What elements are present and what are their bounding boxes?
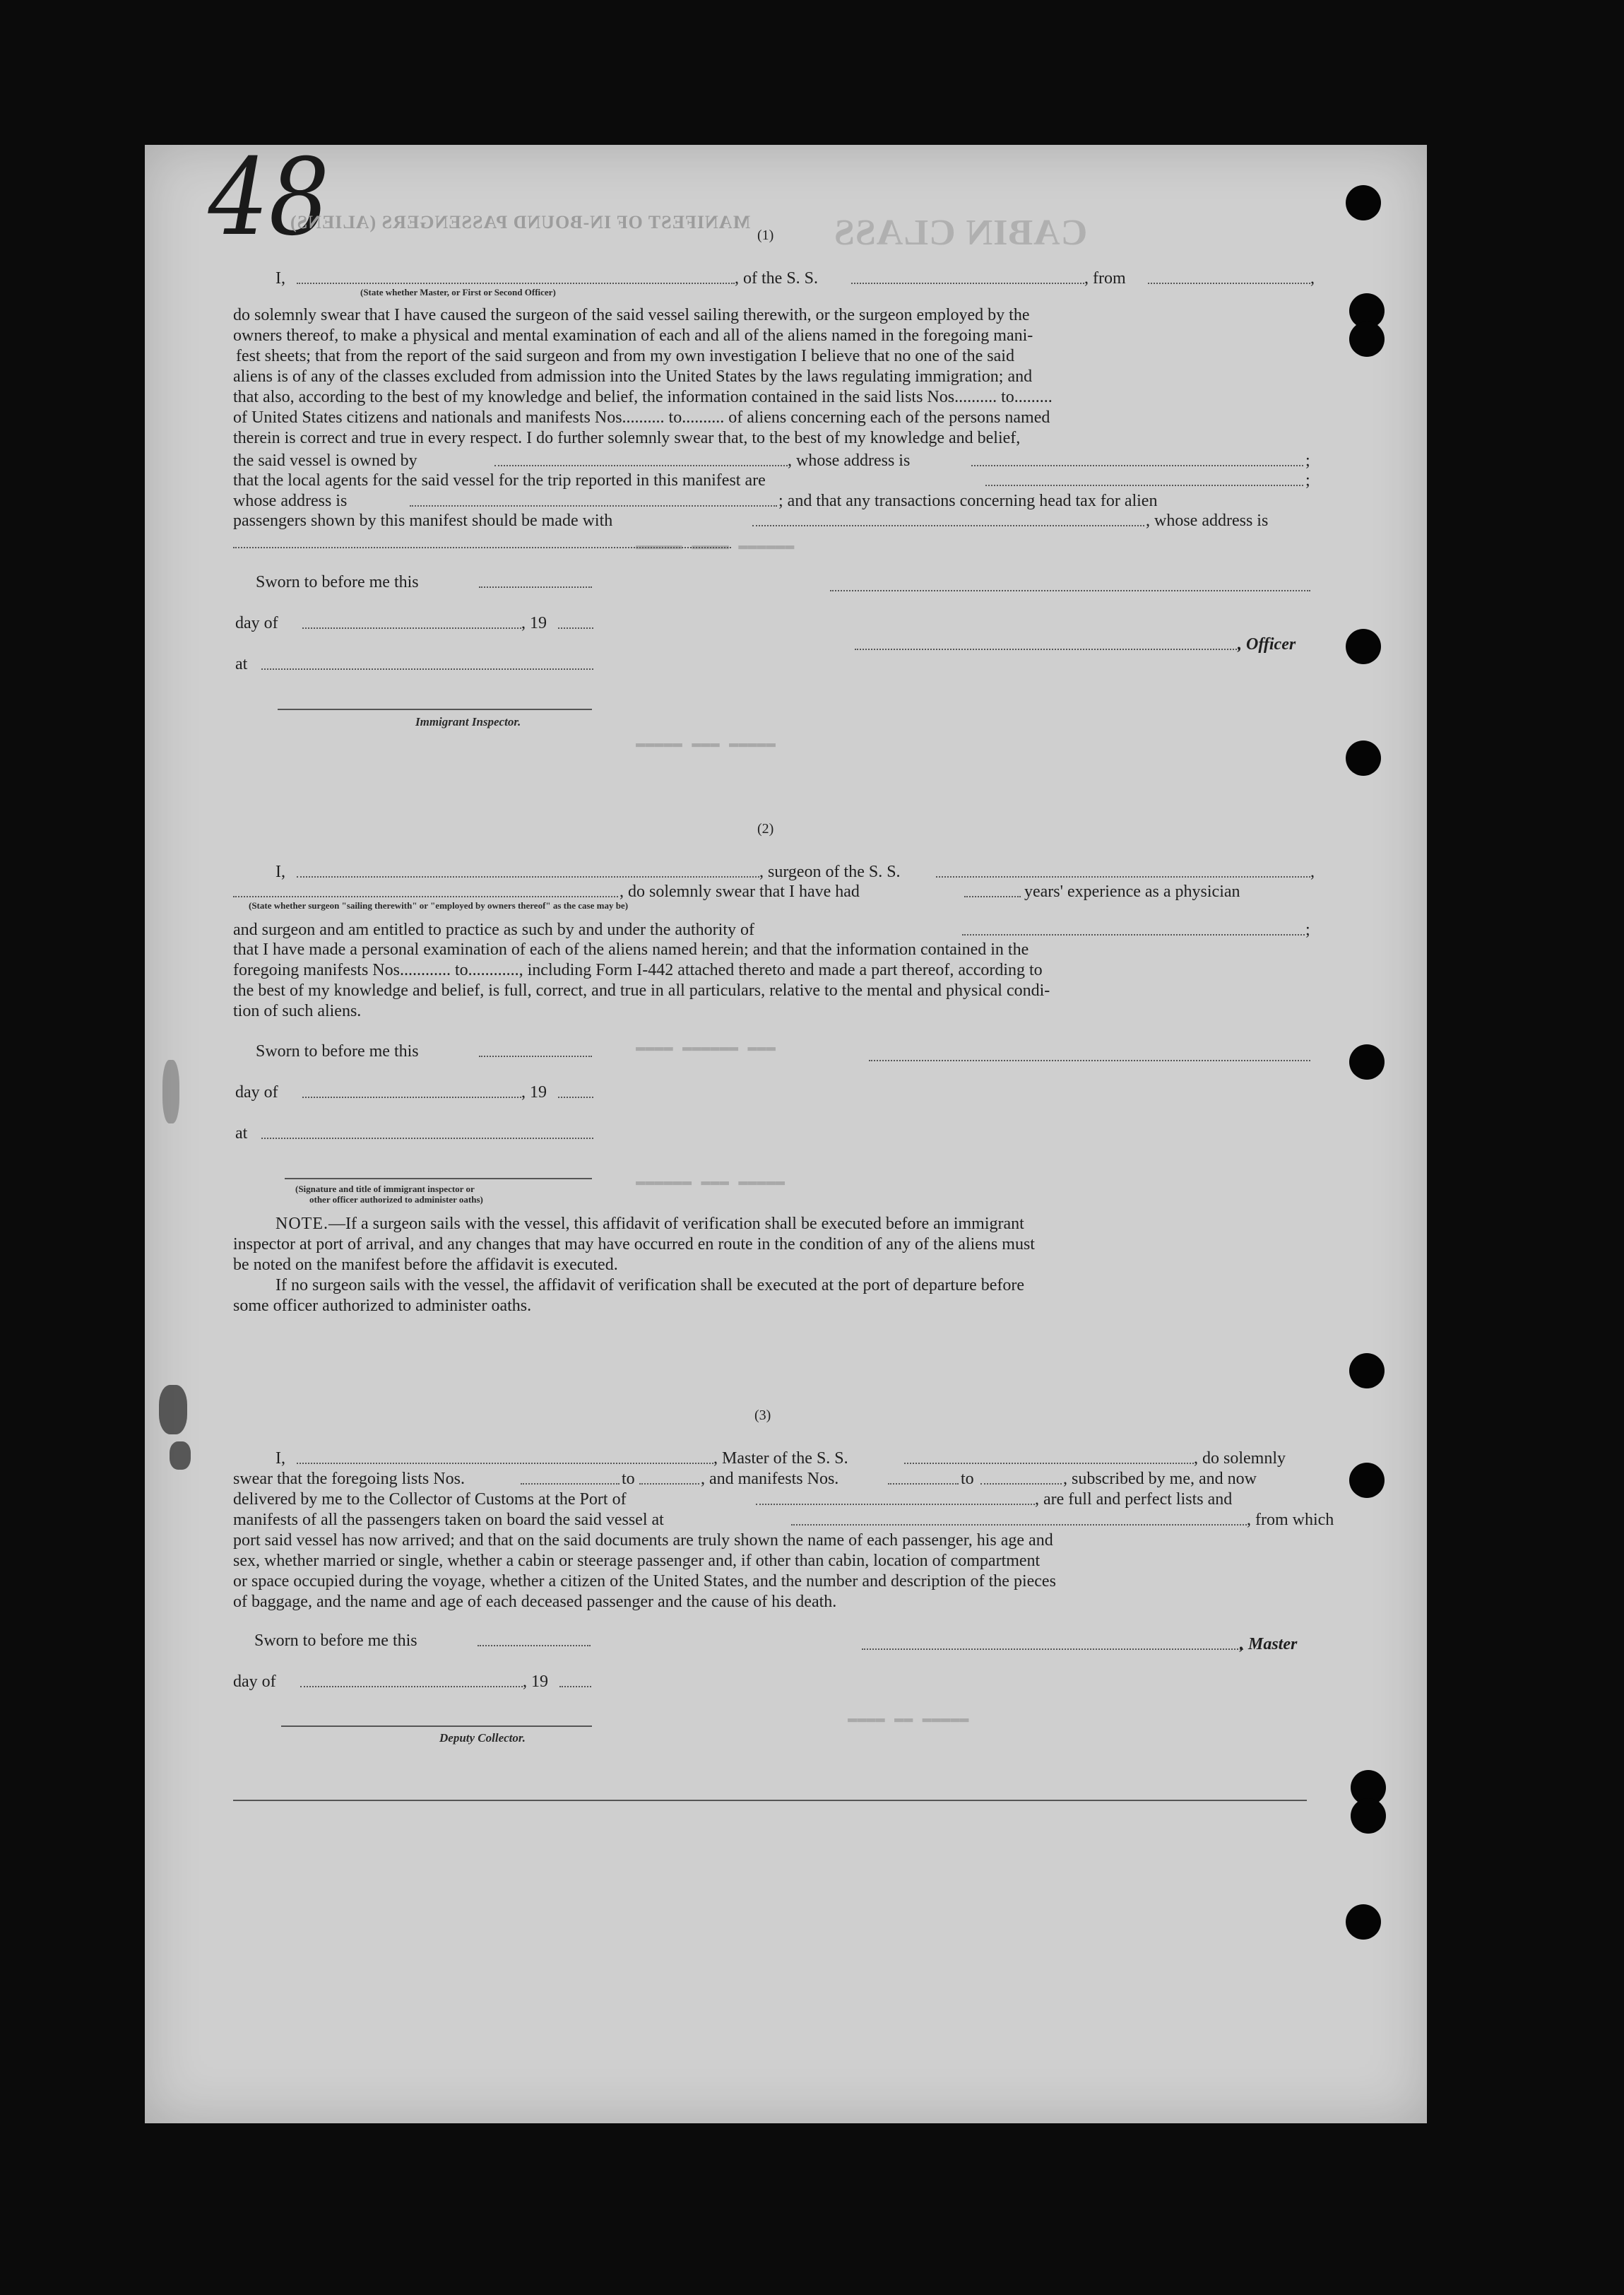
s3-master-blank	[297, 1463, 713, 1464]
bleed-header-center: CABIN CLASS	[834, 213, 1088, 253]
s3-body-line: or space occupied during the voyage, whether a citizen of the United States, and the number and description of the pieces	[233, 1572, 1056, 1591]
s2-body-line: foregoing manifests Nos............ to............, including Form I-442 attached thereto and made a part thereof, according to	[233, 961, 1043, 979]
s1-master-blank	[297, 283, 735, 284]
s3-sworn-label: Sworn to before me this	[254, 1632, 417, 1650]
s1-semicolon: ;	[1305, 471, 1310, 490]
bleed-through-text: ▬▬▬▬ ▬▬▬▬▬▬ ▬▬▬	[636, 1039, 776, 1056]
s2-note-text: —If a surgeon sails with the vessel, this affidavit of verification shall be executed before an immigrant	[328, 1215, 1024, 1233]
bleed-through-text: ▬▬▬▬▬▬ ▬▬▬ ▬▬▬▬▬	[636, 1173, 786, 1191]
s3-to-label: to	[961, 1470, 974, 1488]
s1-sworn-label: Sworn to before me this	[256, 573, 419, 591]
binder-hole	[1349, 1044, 1385, 1080]
s2-note2-line: If no surgeon sails with the vessel, the affidavit of verification shall be executed at the port of departure before	[275, 1276, 1025, 1294]
s1-master-note: (State whether Master, or First or Second Officer)	[360, 287, 556, 297]
s1-body-line: aliens is of any of the classes excluded from admission into the United States by the laws regulating immigration; and	[233, 367, 1033, 386]
s2-at-blank	[261, 1138, 593, 1139]
binder-hole	[1346, 1904, 1381, 1940]
s1-owned-addr: , whose address is	[788, 452, 911, 470]
s2-body	[233, 940, 1312, 1022]
s1-head-tax-address-blank	[233, 547, 731, 548]
s3-lists-from-blank	[521, 1483, 620, 1485]
s1-whose-address-2: , whose address is	[1146, 512, 1269, 530]
s3-manifests-taken: manifests of all the passengers taken on board the said vessel at	[233, 1511, 664, 1529]
s2-sig-note-2: other officer authorized to administer oaths)	[309, 1194, 483, 1205]
bleed-through-text: ▬▬▬▬▬ ▬▬▬▬ ▬▬▬▬▬▬	[636, 537, 795, 555]
s2-authority: and surgeon and am entitled to practice as such by and under the authority of	[233, 921, 754, 939]
s2-years-blank	[964, 896, 1021, 897]
s1-body-line: do solemnly swear that I have caused the surgeon of the said vessel sailing therewith, or the surgeon employed by the	[233, 306, 1030, 324]
bleed-through-text: ▬▬▬▬ ▬▬ ▬▬▬▬▬	[848, 1710, 969, 1728]
bleed-header-left: MANIFEST OF IN-BOUND PASSENGERS (ALIENS)	[290, 212, 751, 232]
section-1-number: (1)	[757, 228, 774, 243]
s3-year-label: , 19	[523, 1672, 548, 1691]
s1-head-tax-agent-blank	[752, 525, 1144, 526]
s1-from: , from	[1084, 269, 1126, 288]
s2-swear: , do solemnly swear that I have had	[620, 883, 860, 901]
margin-stain	[159, 1385, 187, 1434]
s1-comma: ,	[1310, 269, 1315, 288]
margin-stain	[162, 1060, 179, 1123]
s2-body-line: that I have made a personal examination of each of the aliens named herein; and that the information contained in the	[233, 940, 1029, 959]
s2-note-line: be noted on the manifest before the affidavit is executed.	[233, 1256, 618, 1274]
s1-passengers: passengers shown by this manifest should be made with	[233, 512, 613, 530]
binder-hole	[1346, 741, 1381, 776]
s3-deputy-signature-line	[281, 1725, 592, 1727]
s2-surgeon-blank	[297, 876, 759, 878]
s3-i: I,	[275, 1449, 285, 1468]
s1-body-line: that also, according to the best of my knowledge and belief, the information contained in the said lists Nos.......... to.........	[233, 388, 1053, 406]
corner-number: 48	[208, 136, 330, 259]
s3-year-blank	[559, 1686, 591, 1687]
s3-lists-label: swear that the foregoing lists Nos.	[233, 1470, 465, 1488]
s2-year-label: , 19	[521, 1083, 547, 1102]
s3-to-label: to	[622, 1470, 635, 1488]
s1-day-of-label: day of	[235, 614, 278, 632]
s2-year-blank	[558, 1097, 593, 1098]
binder-hole	[1351, 1798, 1386, 1834]
s1-at-label: at	[235, 655, 248, 673]
s1-officer-title-blank	[855, 649, 1240, 650]
s2-body-line: tion of such aliens.	[233, 1002, 362, 1020]
s3-sworn-blank	[478, 1645, 591, 1646]
s1-day-blank	[302, 627, 521, 629]
bottom-rule	[233, 1800, 1307, 1801]
s1-from-blank	[1148, 283, 1310, 284]
s2-ship-blank	[936, 876, 1310, 878]
s2-comma: ,	[1310, 863, 1315, 881]
binder-hole	[1349, 321, 1385, 357]
s3-day-of-label: day of	[233, 1672, 276, 1691]
s2-note2-line: some officer authorized to administer oaths.	[233, 1297, 532, 1315]
s3-subscribed: , subscribed by me, and now	[1063, 1470, 1257, 1488]
s1-semicolon: ;	[1305, 452, 1310, 470]
s2-note-label: NOTE.	[275, 1215, 328, 1233]
s3-manifests-from-blank	[888, 1483, 959, 1485]
section-3-number: (3)	[754, 1408, 771, 1423]
s3-body-line: port said vessel has now arrived; and that on the said documents are truly shown the name of each passenger, his age and	[233, 1531, 1053, 1550]
s3-body-line: of baggage, and the name and age of each deceased passenger and the cause of his death.	[233, 1593, 837, 1611]
s1-year-label: , 19	[521, 614, 547, 632]
s3-boarding-port-blank	[791, 1524, 1247, 1526]
s1-body-line: fest sheets; that from the report of the said surgeon and from my own investigation I believe that no one of the said	[236, 347, 1014, 365]
s1-sworn-blank	[479, 586, 592, 588]
s2-semicolon: ;	[1305, 921, 1310, 939]
s2-note	[233, 1214, 1312, 1316]
s3-full-perfect: , are full and perfect lists and	[1035, 1490, 1233, 1509]
s1-at-blank	[261, 668, 593, 670]
s1-owned-by: the said vessel is owned by	[233, 452, 417, 470]
s3-master-label: , Master	[1240, 1635, 1298, 1653]
s2-day-of-label: day of	[235, 1083, 278, 1102]
s2-note-line	[233, 1214, 1312, 1234]
s2-surgeon-of: , surgeon of the S. S.	[759, 863, 901, 881]
bleed-through-text: ▬▬▬▬▬ ▬▬▬ ▬▬▬▬▬	[636, 735, 776, 753]
s3-manifests-to-blank	[980, 1483, 1062, 1485]
s1-year-blank	[558, 627, 593, 629]
s3-deputy-label: Deputy Collector.	[439, 1731, 526, 1745]
s1-i: I,	[275, 269, 285, 288]
margin-stain	[170, 1441, 191, 1470]
s1-body-line: therein is correct and true in every respect. I do further solemnly swear that, to the best of my knowledge and belief,	[233, 429, 1021, 447]
s3-lists-to-blank	[639, 1483, 699, 1485]
s3-body	[233, 1530, 1312, 1612]
s1-officer-signature-line	[830, 590, 1310, 591]
s2-sailing-blank	[233, 896, 618, 897]
s2-i: I,	[275, 863, 285, 881]
s1-body-line: of United States citizens and nationals and manifests Nos.......... to.......... of aliens concerning each of the persons named	[233, 408, 1050, 427]
s3-manifests-label: , and manifests Nos.	[701, 1470, 839, 1488]
s3-delivered: delivered by me to the Collector of Customs at the Port of	[233, 1490, 627, 1509]
s1-agents-blank	[985, 485, 1303, 486]
binder-hole	[1349, 1353, 1385, 1388]
s2-body-line: the best of my knowledge and belief, is full, correct, and true in all particulars, relative to the mental and physical condi-	[233, 981, 1050, 1000]
s1-whose-address: whose address is	[233, 492, 348, 510]
binder-hole	[1346, 185, 1381, 220]
s3-day-blank	[300, 1686, 523, 1687]
s1-head-tax: ; and that any transactions concerning head tax for alien	[778, 492, 1158, 510]
s2-years-label: years' experience as a physician	[1024, 883, 1240, 901]
s2-sworn-blank	[479, 1056, 592, 1057]
s3-body-line: sex, whether married or single, whether a cabin or steerage passenger and, if other than cabin, location of compartment	[233, 1552, 1041, 1570]
s1-inspector-label: Immigrant Inspector.	[415, 715, 521, 728]
s2-inspector-signature-line	[285, 1178, 592, 1179]
section-2-number: (2)	[757, 821, 774, 837]
s2-at-label: at	[235, 1124, 248, 1143]
s2-note-line: inspector at port of arrival, and any changes that may have occurred en route in the condition of any of the aliens must	[233, 1235, 1035, 1253]
binder-hole	[1349, 1463, 1385, 1498]
binder-hole	[1346, 629, 1381, 664]
s3-master-of: , Master of the S. S.	[713, 1449, 848, 1468]
s1-owner-blank	[494, 465, 788, 466]
s1-owner-address-blank	[971, 465, 1303, 466]
s1-officer-label: , Officer	[1238, 635, 1296, 654]
s1-body	[233, 305, 1312, 449]
s2-authority-blank	[962, 934, 1305, 936]
s3-port-blank	[756, 1504, 1035, 1505]
s2-sworn-label: Sworn to before me this	[256, 1042, 419, 1061]
s2-day-blank	[302, 1097, 521, 1098]
s2-sig-note-1: (Signature and title of immigrant inspector or	[295, 1184, 475, 1194]
s2-state-note: (State whether surgeon "sailing therewith" or "employed by owners thereof" as the case may be)	[249, 900, 629, 911]
s1-ship-blank	[851, 283, 1084, 284]
s1-agents: that the local agents for the said vessel for the trip reported in this manifest are	[233, 471, 766, 490]
s1-agent-address-blank	[410, 505, 777, 507]
s3-do-solemnly: , do solemnly	[1194, 1449, 1286, 1468]
s1-inspector-signature-line	[278, 709, 592, 710]
s3-master-signature-line	[862, 1648, 1243, 1650]
s1-body-line: owners thereof, to make a physical and mental examination of each and all of the aliens named in the foregoing mani-	[233, 326, 1033, 345]
s3-ship-blank	[904, 1463, 1194, 1464]
s3-from-which: , from which	[1247, 1511, 1334, 1529]
s1-of-ss: , of the S. S.	[735, 269, 819, 288]
s2-surgeon-signature-line	[869, 1060, 1310, 1061]
